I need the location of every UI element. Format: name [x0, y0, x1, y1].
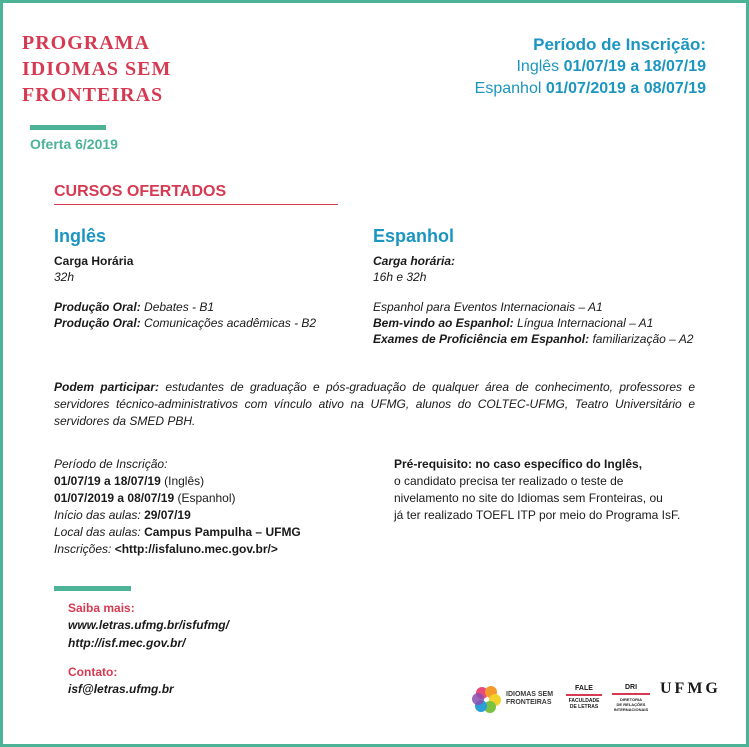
espanhol-item-label: Bem-vindo ao Espanhol: — [373, 316, 514, 330]
fale-logo-line: DE LETRAS — [569, 704, 599, 710]
details-ingles-dates: 01/07/19 a 18/07/19 — [54, 474, 161, 488]
details-local-value: Campus Pampulha – UFMG — [144, 525, 301, 539]
espanhol-heading: Espanhol — [373, 226, 455, 246]
espanhol-carga-label: Carga horária: — [373, 254, 456, 268]
isf-logo-line: FRONTEIRAS — [506, 699, 552, 706]
details-inscricoes — [54, 541, 374, 558]
fale-logo-title: FALE — [575, 685, 593, 692]
details-local — [54, 524, 374, 541]
title-line: FRONTEIRAS — [22, 84, 164, 106]
details-inscricoes-label: Inscrições: — [54, 542, 112, 556]
details-ingles — [54, 473, 374, 490]
registration-period — [475, 34, 706, 100]
ingles-carga-value: 32h — [54, 270, 75, 284]
ingles-heading: Inglês — [54, 226, 107, 246]
cursos-heading: CURSOS OFERTADOS — [54, 183, 227, 200]
isf-logo — [472, 684, 553, 714]
prereq-heading: Pré-requisito: no caso específico do Inglês, — [394, 457, 643, 471]
prereq-line: nivelamento no site do Idiomas sem Fronteiras, ou — [394, 491, 663, 505]
ingles-carga-label: Carga Horária — [54, 254, 134, 268]
details-espanhol — [54, 490, 374, 507]
contato-label: Contato: — [68, 665, 118, 679]
fale-logo-line: FACULDADE — [568, 698, 600, 704]
prereq-line: já ter realizado TOEFL ITP por meio do Programa IsF. — [394, 508, 681, 522]
title-line: PROGRAMA — [22, 32, 150, 54]
prerequisite-block — [394, 456, 714, 524]
ingles-item — [54, 299, 354, 315]
espanhol-item-text: familiarização – A2 — [592, 332, 694, 346]
details-inicio — [54, 507, 374, 524]
details-periodo-label: Período de Inscrição: — [54, 457, 168, 471]
details-inicio-label: Início das aulas: — [54, 508, 141, 522]
espanhol-course — [373, 226, 733, 347]
footer-link[interactable]: www.letras.ufmg.br/isfufmg/ — [68, 618, 229, 632]
espanhol-item-text: Língua Internacional – A1 — [517, 316, 654, 330]
ingles-course — [54, 226, 354, 331]
dri-logo-rule — [612, 693, 650, 695]
fale-logo — [566, 684, 602, 710]
dri-logo-line: DIRETORIA — [620, 697, 642, 702]
period-ingles-dates: 01/07/19 a 18/07/19 — [563, 58, 706, 75]
footer-divider — [54, 586, 131, 591]
period-espanhol-dates: 01/07/2019 a 08/07/19 — [545, 80, 706, 97]
isf-logo-text — [506, 691, 553, 707]
fale-logo-rule — [566, 694, 602, 696]
footer-info — [68, 601, 328, 697]
espanhol-item: Espanhol para Eventos Internacionais – A1 — [373, 300, 603, 314]
details-ingles-suffix: (Inglês) — [164, 474, 205, 488]
dri-logo — [612, 683, 650, 712]
title-line: IDIOMAS SEM — [22, 58, 172, 80]
saiba-mais-label: Saiba mais: — [68, 601, 135, 615]
details-espanhol-suffix: (Espanhol) — [177, 491, 236, 505]
ufmg-logo: UFMG — [660, 680, 721, 697]
prereq-line: o candidato precisa ter realizado o teste de — [394, 474, 624, 488]
isf-logo-icon — [472, 684, 502, 714]
footer-link[interactable]: http://isf.mec.gov.br/ — [68, 636, 186, 650]
contato-email[interactable]: isf@letras.ufmg.br — [68, 682, 174, 696]
period-ingles — [475, 56, 706, 78]
ingles-item-text: Debates - B1 — [144, 300, 215, 314]
cursos-underline — [54, 204, 338, 205]
ingles-item-text: Comunicações acadêmicas - B2 — [144, 316, 317, 330]
ingles-item — [54, 315, 354, 331]
oferta-label: Oferta 6/2019 — [30, 136, 118, 152]
dri-logo-line: DE RELAÇÕES — [616, 702, 646, 707]
ingles-item-label: Produção Oral: — [54, 300, 141, 314]
participants-text: estudantes de graduação e pós-graduação de qualquer área de conhecimento, professores e servidores técnico-administrativos com vínculo ativo na UFMG, alunos do COLTEC-UFMG, Teatro Universitário e servidores da SMED PBH. — [54, 380, 695, 428]
espanhol-item — [373, 331, 733, 347]
dri-logo-line: INTERNACIONAIS — [613, 707, 649, 712]
participants-label: Podem participar: — [54, 380, 159, 394]
details-local-label: Local das aulas: — [54, 525, 141, 539]
period-ingles-label: Inglês — [516, 58, 560, 75]
dri-logo-title: DRI — [624, 684, 638, 691]
participants-paragraph — [54, 379, 695, 430]
period-espanhol — [475, 78, 706, 100]
period-heading: Período de Inscrição: — [533, 35, 706, 54]
ingles-item-label: Produção Oral: — [54, 316, 141, 330]
espanhol-item-label: Exames de Proficiência em Espanhol: — [373, 332, 590, 346]
period-espanhol-label: Espanhol — [474, 80, 542, 97]
espanhol-item — [373, 315, 733, 331]
oferta-divider — [30, 125, 106, 130]
program-title — [22, 30, 171, 108]
details-inscricoes-link[interactable]: <http://isfaluno.mec.gov.br/> — [114, 542, 278, 556]
espanhol-carga-value: 16h e 32h — [373, 270, 427, 284]
isf-logo-line: IDIOMAS SEM — [506, 691, 554, 698]
details-inicio-value: 29/07/19 — [144, 508, 191, 522]
details-espanhol-dates: 01/07/2019 a 08/07/19 — [54, 491, 175, 505]
details-block — [54, 456, 374, 558]
